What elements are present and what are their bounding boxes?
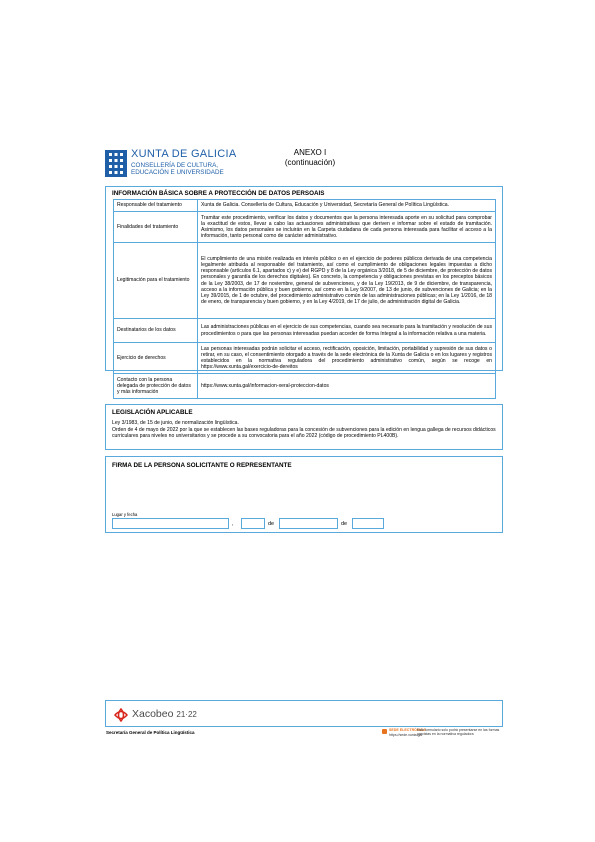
table-row (114, 319, 496, 343)
footer-logo-box (105, 700, 503, 727)
legislation-line: Ley 3/1983, de 15 de junio, de normalización lingüística. (112, 420, 239, 426)
comma-separator: , (232, 521, 234, 527)
table-row (114, 212, 496, 243)
data-protection-table (113, 199, 496, 399)
sede-icon (382, 729, 387, 734)
row-label: Responsable del tratamiento (114, 200, 198, 212)
row-text: Xunta de Galicia. Consellería de Cultura, Educación y Universidad, Secretaría General de Política Lingüística. (198, 200, 496, 212)
day-field[interactable] (241, 518, 265, 529)
xacobeo-cross-icon (113, 707, 129, 723)
table-row (114, 374, 496, 399)
row-label: Contacto con la persona delegada de protección de datos y más información (114, 374, 198, 399)
xunta-logo (105, 148, 235, 182)
month-field[interactable] (279, 518, 338, 529)
row-text: El cumplimiento de una misión realizada en interés público o en el ejercicio de poderes públicos derivada de una competencia legalmente atribuida al responsable del tratamiento, así como el cumplimiento de obligaciones legales impuestas a dicho responsable (artículos 6.1, apartados c) y e) del RGPD y 8 de la Ley orgánica 3/2018, de 5 de diciembre, de protección de datos personales y garantía de los derechos digitales). En concreto, la competencia y obligaciones previstas en los preceptos básicos de la Ley 38/2003, de 17 de noviembre, general de subvenciones, y de la Ley 19/2013, de 9 de diciembre, de transparencia, acceso a la información pública y buen gobierno, así como en la Ley 9/2007, de 13 de junio, de subvenciones de Galicia; en la Ley 39/2015, de 1 de octubre, del procedimiento administrativo común de las administraciones públicas; en la Ley 1/2016, de 18 de enero, de transparencia y buen gobierno, y en la Ley 4/2019, de 17 de julio, de administración digital de Galicia. (198, 243, 496, 319)
de-separator: de (268, 521, 275, 527)
org-department-line2: EDUCACIÓN E UNIVERSIDADE (131, 169, 224, 177)
sede-label: SEDE ELECTRÓNICA (389, 728, 426, 732)
signature-section (105, 456, 503, 533)
annex-subtitle: (continuación) (284, 157, 336, 167)
row-label: Ejercicio de derechos (114, 343, 198, 374)
legislation-line: Orden de 4 de mayo de 2022 por la que se establecen las bases reguladoras para la concesión de subvenciones para la edición en lengua gallega de recursos didácticos curriculares para niveles no universitarios y se procede a su convocatoria para el año 2022 (código de procedimiento PL400B). (112, 426, 496, 439)
signature-title: FIRMA DE LA PERSONA SOLICITANTE O REPRESENTANTE (112, 462, 292, 469)
xacobeo-wordmark (132, 708, 197, 720)
sede-text: Este formulario solo podrá presentarse en las formas previstas en la normativa reguladora (417, 728, 500, 737)
sede-url[interactable]: https://sede.xunta.gal (389, 733, 423, 737)
row-text: Las personas interesadas podrán solicitar el acceso, rectificación, oposición, limitación, portabilidad y supresión de sus datos o retirar, en su caso, el consentimiento otorgado a través de la sede electrónica de la Xunta de Galicia o en los lugares y registros establecidos en la normativa reguladora del procedimiento administrativo común, según se recoge en https://www.xunta.gal/exercicio-de-dereitos (198, 343, 496, 374)
row-label: Destinatarios de los datos (114, 319, 198, 343)
xacobeo-year: 21·22 (176, 710, 197, 719)
place-date-label: Lugar y fecha (112, 512, 138, 517)
data-protection-title: INFORMACIÓN BÁSICA SOBRE A PROTECCIÓN DE DATOS PERSOAIS (112, 190, 325, 197)
row-label: Legitimación para el tratamiento (114, 243, 198, 319)
table-row (114, 200, 496, 212)
sede-electronica-notice (382, 728, 502, 742)
row-link[interactable]: https://www.xunta.gal/informacion-xeral-proteccion-datos (198, 374, 496, 399)
annex-title: ANEXO I (293, 148, 327, 157)
legislation-section (105, 404, 503, 450)
legislation-text (112, 420, 497, 440)
table-row (114, 243, 496, 319)
table-row (114, 343, 496, 374)
org-department (131, 162, 224, 177)
legislation-title: LEGISLACIÓN APLICABLE (112, 409, 193, 416)
row-text: Tramitar este procedimiento, verificar los datos y documentos que la persona interesada aporte en su solicitud para comprobar la exactitud de estos, llevar a cabo las actuaciones administrativas que deriven e informar sobre el estado de tramitación. Asimismo, los datos personales se incluirán en la Carpeta ciudadana de cada persona interesada para facilitar el acceso a la información, tanto personal como de carácter administrativo. (198, 212, 496, 243)
annex-heading (260, 148, 360, 167)
de-separator: de (341, 521, 348, 527)
data-protection-section (105, 186, 503, 396)
place-field[interactable] (112, 518, 229, 529)
year-field[interactable] (352, 518, 384, 529)
row-text: Las administraciones públicas en el ejercicio de sus competencias, cuando sea necesario para la tramitación y resolución de sus procedimientos o para que las personas interesadas puedan acceder de forma íntegral a la información relativa a una materia. (198, 319, 496, 343)
footer-department: Secretaría General de Política Lingüística (106, 730, 195, 735)
xacobeo-name: Xacobeo (132, 708, 174, 720)
org-department-line1: CONSELLERÍA DE CULTURA, (131, 162, 219, 169)
xunta-emblem-icon (105, 150, 127, 177)
row-label: Finalidades del tratamiento (114, 212, 198, 243)
org-name: XUNTA DE GALICIA (131, 148, 237, 160)
